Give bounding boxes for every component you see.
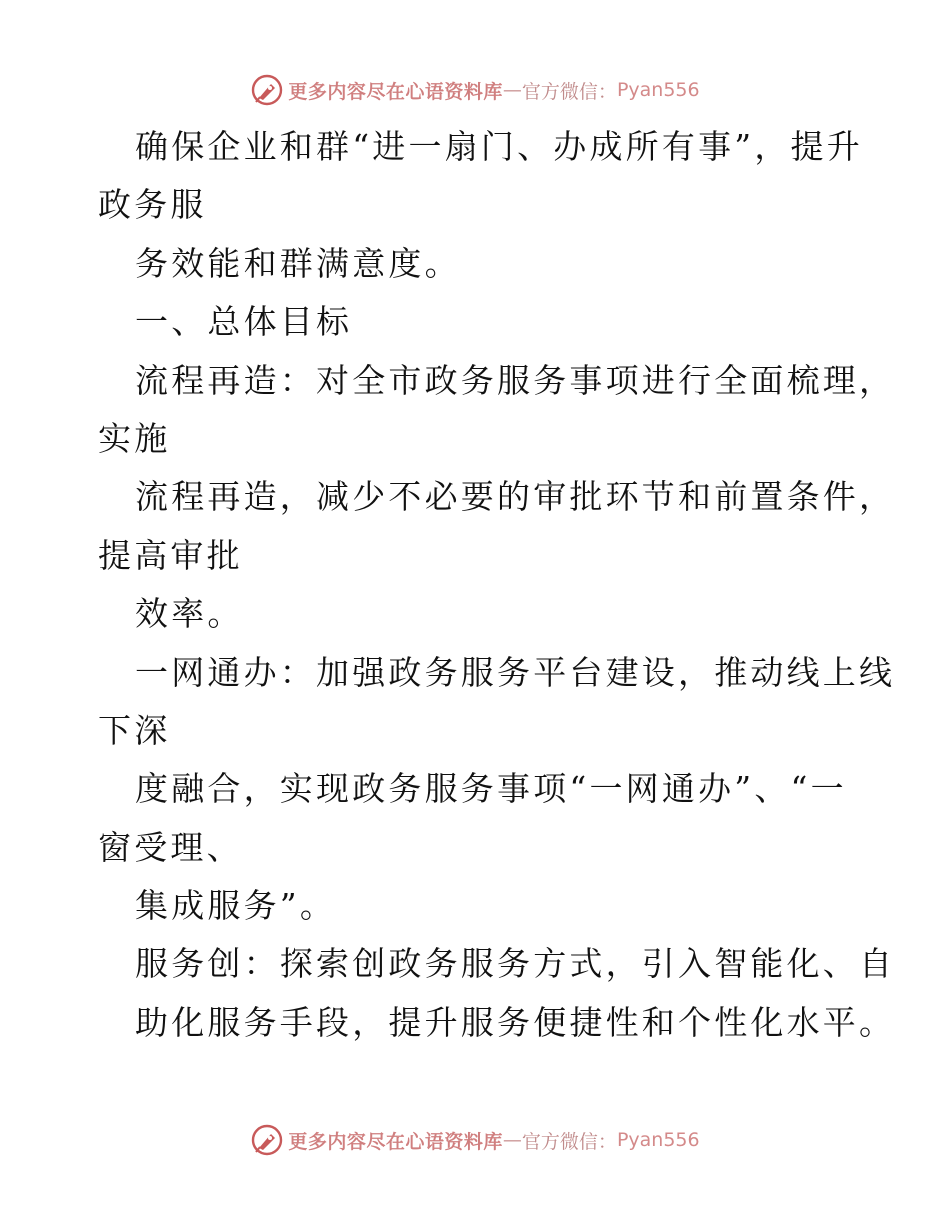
section-heading: 一、总体目标 [135, 302, 353, 342]
body-line: 确保企业和群“进一扇门、办成所有事”，提升 [135, 127, 863, 166]
body-line: 效率。 [135, 594, 244, 634]
pen-nib-logo-icon [250, 1123, 284, 1157]
body-line: 窗受理、 [98, 827, 243, 867]
body-line: 下深 [98, 710, 171, 750]
footer-site-name: 更多内容尽在心语资料库 [288, 1130, 503, 1153]
body-line: 服务创：探索创政务服务方式，引入智能化、自 [135, 944, 896, 984]
footer-wechat-label: 官方微信： [521, 1130, 617, 1153]
banner-separator: — [502, 79, 522, 101]
body-line: 提高审批 [98, 535, 243, 575]
body-line: 实施 [98, 418, 171, 458]
footer-wechat-account: Pyan556 [616, 1129, 700, 1151]
banner-wechat-account: Pyan556 [616, 79, 700, 101]
pen-nib-logo-icon [250, 73, 284, 107]
header-banner [0, 70, 950, 110]
body-line: 政务服 [98, 185, 207, 225]
body-line: 务效能和群满意度。 [135, 243, 461, 283]
body-line: 度融合，实现政务服务事项“一网通办”、“一 [135, 769, 847, 809]
body-line: 一网通办：加强政务服务平台建设，推动线上线 [135, 652, 896, 692]
banner-site-name: 更多内容尽在心语资料库 [288, 80, 503, 103]
footer-separator: — [502, 1129, 522, 1151]
document-body [0, 118, 950, 1052]
body-line: 助化服务手段，提升服务便捷性和个性化水平。 [135, 1002, 896, 1042]
body-line: 流程再造，减少不必要的审批环节和前置条件， [135, 477, 896, 517]
body-line: 集成服务”。 [135, 886, 337, 926]
footer-banner [0, 1120, 950, 1160]
banner-wechat-label: 官方微信： [521, 80, 617, 103]
body-line: 流程再造：对全市政务服务事项进行全面梳理， [135, 360, 896, 400]
